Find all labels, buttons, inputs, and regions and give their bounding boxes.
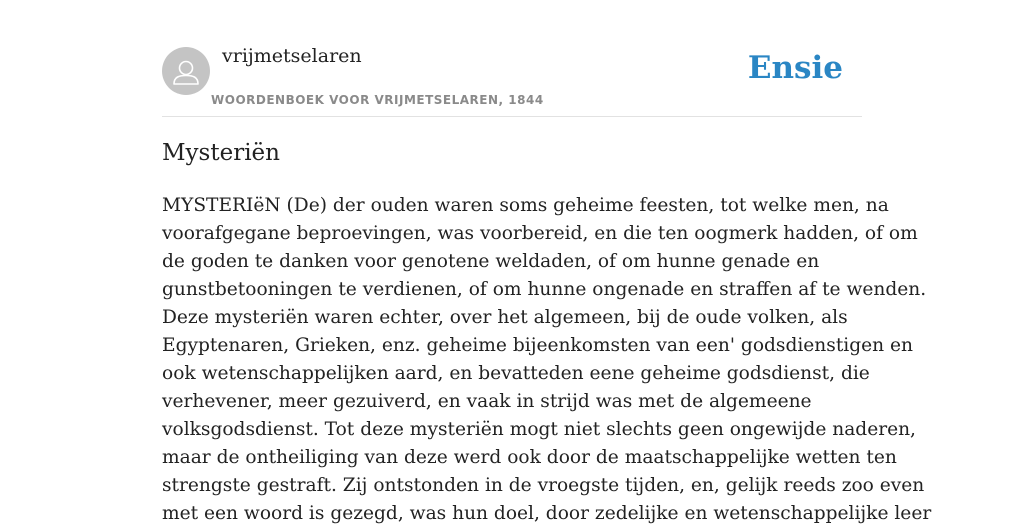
article-line: strengste gestraft. Zij ontstonden in de vroegste tijden, en, gelijk reeds zoo even [162, 475, 925, 496]
article-line: maar de ontheiliging van deze werd ook door de maatschappelijke wetten ten [162, 447, 897, 468]
article-line: MYSTERIëN (De) der ouden waren soms geheime feesten, tot welke men, na [162, 195, 889, 216]
source-subtitle[interactable]: WOORDENBOEK VOOR VRIJMETSELAREN, 1844 [211, 93, 544, 107]
article-line: verhevener, meer gezuiverd, en vaak in strijd was met de algemeene [162, 391, 812, 412]
article-title: Mysteriën [162, 140, 280, 166]
article-line: Deze mysteriën waren echter, over het algemeen, bij de oude volken, als [162, 307, 848, 328]
article-line: ook wetenschappelijken aard, en bevatteden eene geheime godsdienst, die [162, 363, 870, 384]
header [162, 0, 862, 117]
article-line: met een woord is gezegd, was hun doel, door zedelijke en wetenschappelijke leer [162, 503, 932, 524]
article-line: volksgodsdienst. Tot deze mysteriën mogt niet slechts geen ongewijde naderen, [162, 419, 916, 440]
source-name[interactable]: vrijmetselaren [222, 45, 362, 67]
article-line: voorafgegane beproevingen, was voorbereid, en die ten oogmerk hadden, of om [162, 223, 918, 244]
brand-logo[interactable]: Ensie [747, 50, 843, 86]
article-line: de goden te danken voor genotene weldaden, of om hunne genade en [162, 251, 820, 272]
user-silhouette-icon [162, 47, 210, 95]
article-line: Egyptenaren, Grieken, enz. geheime bijeenkomsten van een' godsdienstigen en [162, 335, 914, 356]
article-body [162, 192, 932, 528]
avatar[interactable] [162, 47, 210, 95]
article-line: gunstbetooningen te verdienen, of om hunne ongenade en straffen af te wenden. [162, 279, 927, 300]
